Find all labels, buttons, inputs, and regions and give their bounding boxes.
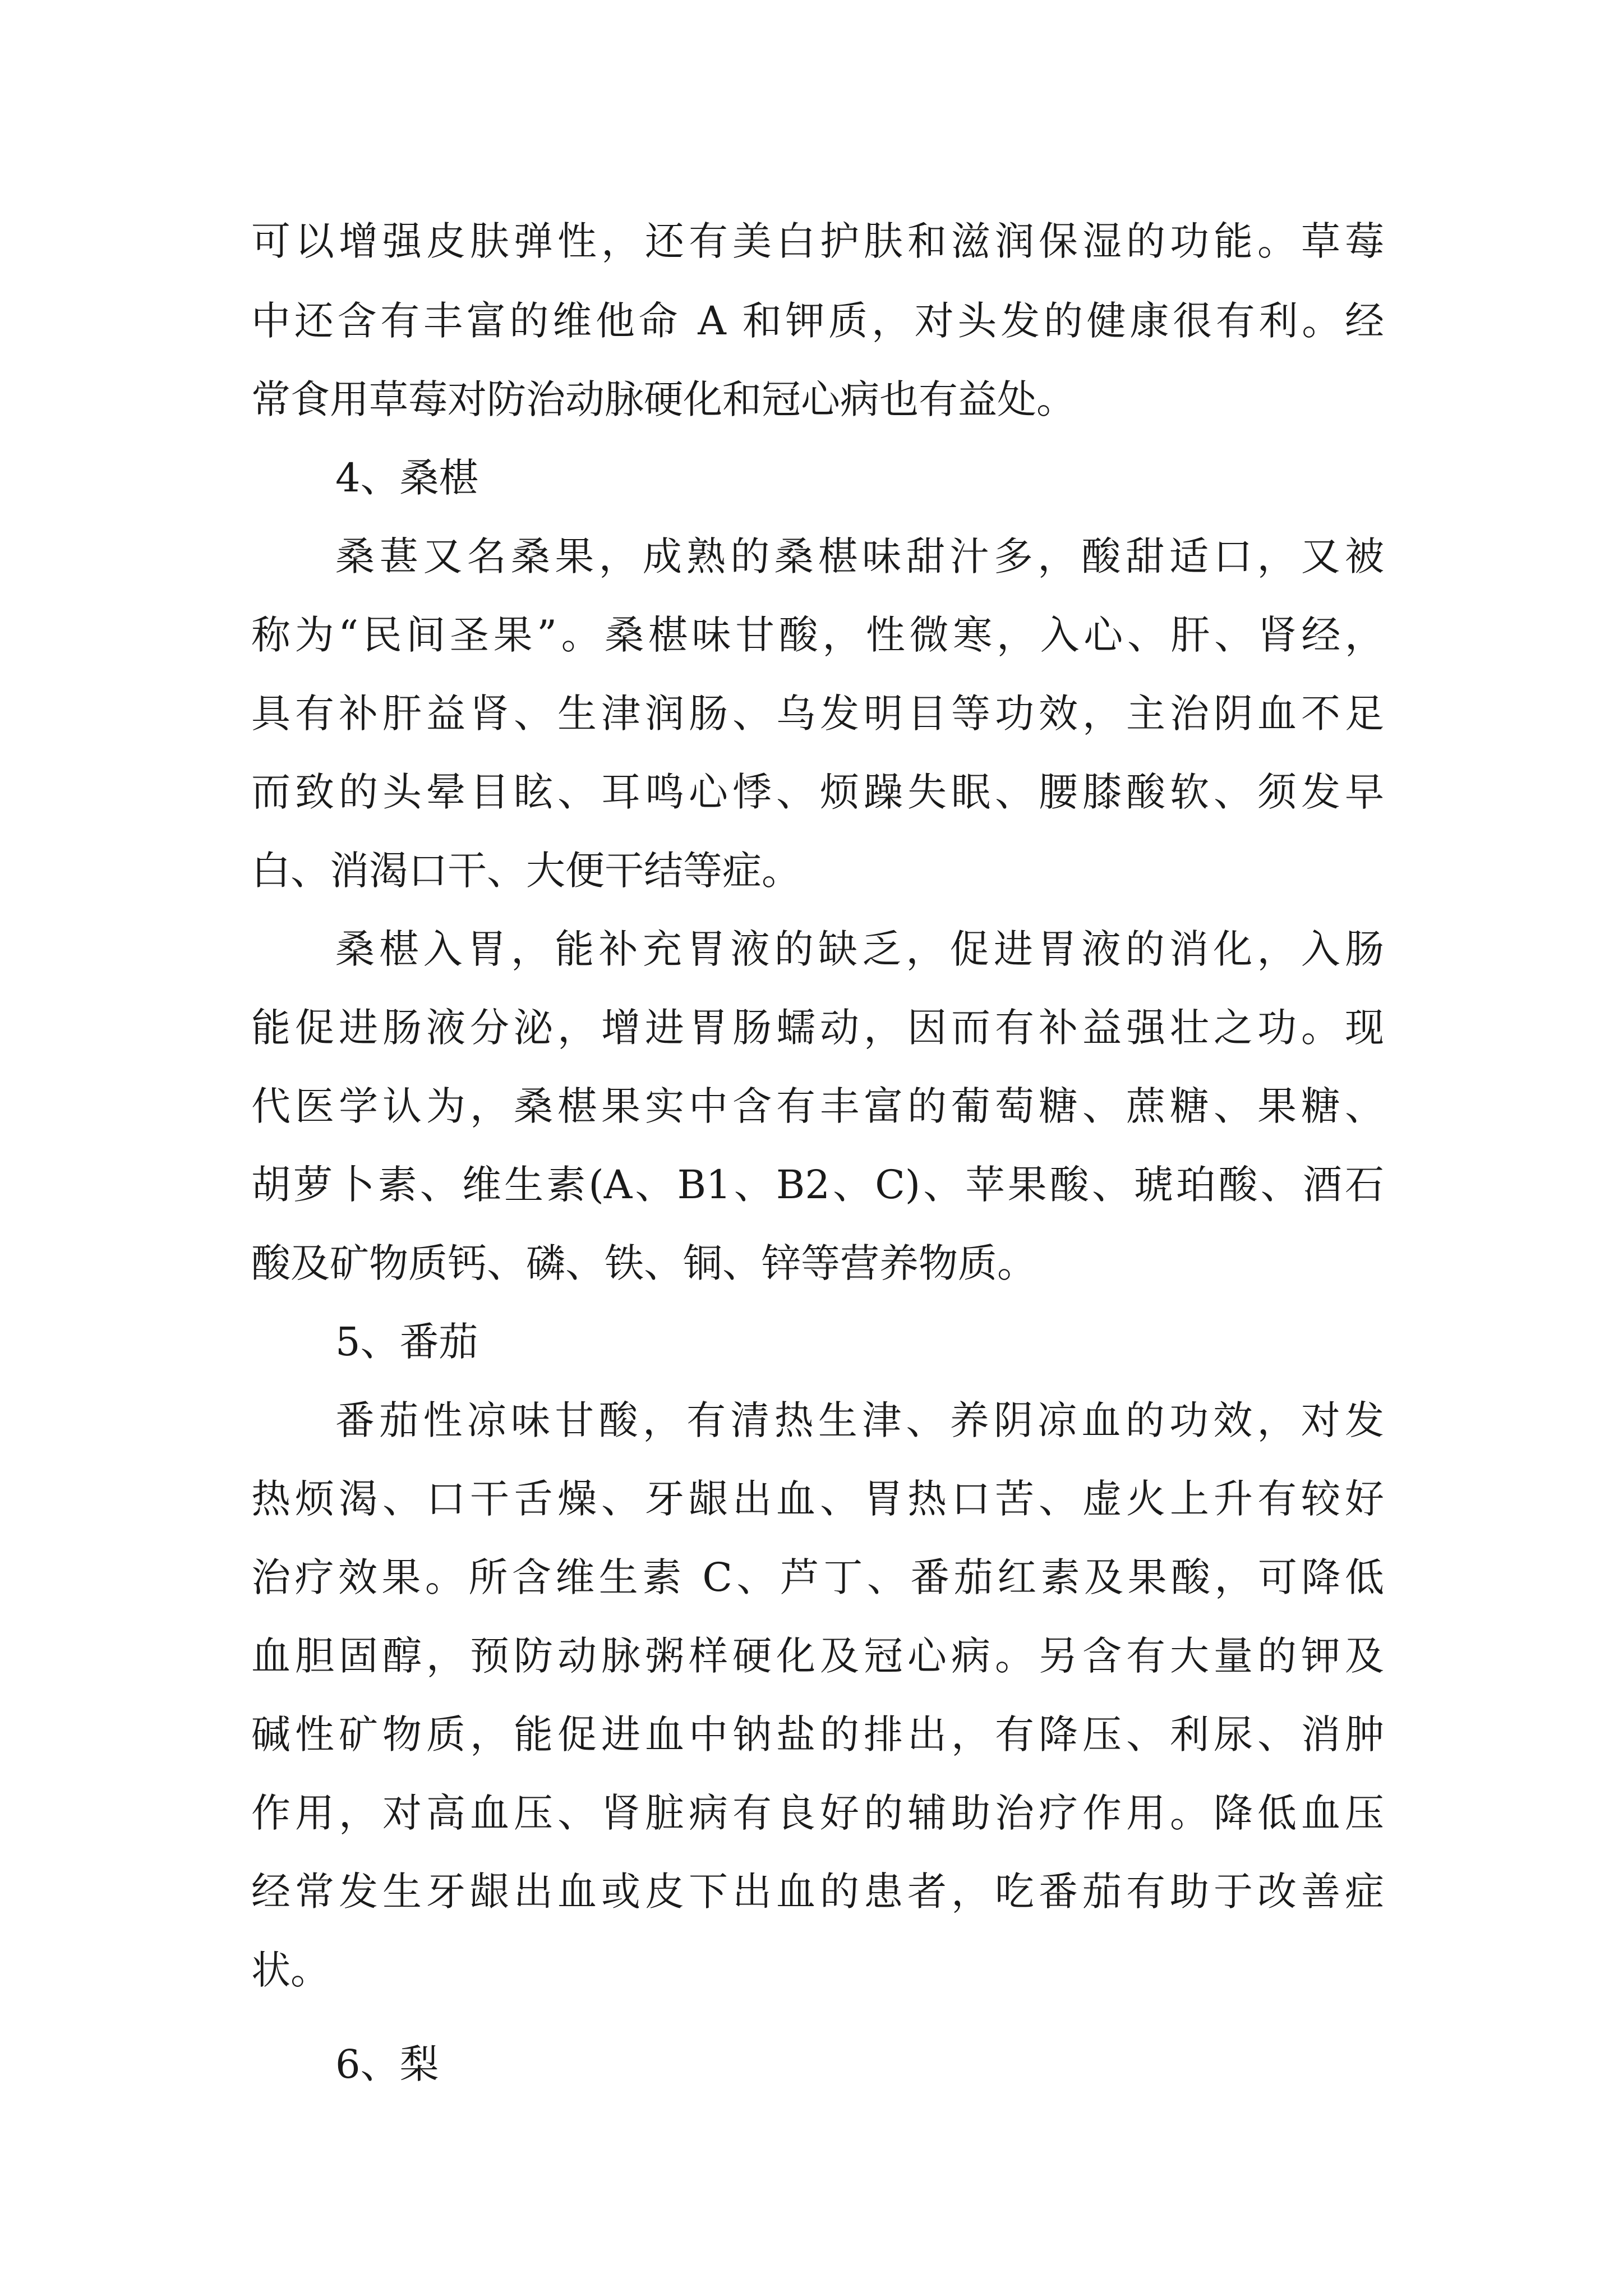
section-heading-4: 4、桑椹 <box>335 455 478 501</box>
body-line-22: 经常发生牙龈出血或皮下出血的患者，吃番茄有助于改善症 <box>251 1869 1384 1915</box>
body-line-18: 治疗效果。所含维生素 C、芦丁、番茄红素及果酸，可降低 <box>251 1554 1384 1600</box>
body-line-13: 胡萝卜素、维生素(A、B1、B2、C)、苹果酸、琥珀酸、酒石 <box>251 1162 1384 1208</box>
body-line-9: 白、消渴口干、大便干结等症。 <box>251 848 801 894</box>
body-line-3: 常食用草莓对防治动脉硬化和冠心病也有益处。 <box>251 376 1076 422</box>
body-line-21: 作用，对高血压、肾脏病有良好的辅助治疗作用。降低血压 <box>251 1790 1384 1836</box>
body-line-7: 具有补肝益肾、生津润肠、乌发明目等功效，主治阴血不足 <box>251 691 1384 737</box>
body-line-8: 而致的头晕目眩、耳鸣心悸、烦躁失眠、腰膝酸软、须发早 <box>251 769 1384 815</box>
section-heading-5: 5、番茄 <box>335 1319 478 1365</box>
body-line-14: 酸及矿物质钙、磷、铁、铜、锌等营养物质。 <box>251 1240 1036 1286</box>
body-line-12: 代医学认为，桑椹果实中含有丰富的葡萄糖、蔗糖、果糖、 <box>251 1083 1384 1129</box>
body-line-10: 桑椹入胃，能补充胃液的缺乏，促进胃液的消化，入肠 <box>335 926 1384 972</box>
body-line-1: 可以增强皮肤弹性，还有美白护肤和滋润保湿的功能。草莓 <box>251 218 1384 264</box>
section-heading-6: 6、梨 <box>335 2041 439 2087</box>
body-line-6: 称为“民间圣果”。桑椹味甘酸，性微寒，入心、肝、肾经， <box>251 612 1384 658</box>
body-line-17: 热烦渴、口干舌燥、牙龈出血、胃热口苦、虚火上升有较好 <box>251 1476 1384 1522</box>
body-line-11: 能促进肠液分泌，增进胃肠蠕动，因而有补益强壮之功。现 <box>251 1005 1384 1051</box>
body-line-2: 中还含有丰富的维他命 A 和钾质，对头发的健康很有利。经 <box>251 298 1384 344</box>
body-line-23: 状。 <box>251 1947 330 1993</box>
body-line-5: 桑葚又名桑果，成熟的桑椹味甜汁多，酸甜适口，又被 <box>335 533 1384 579</box>
body-line-20: 碱性矿物质，能促进血中钠盐的排出，有降压、利尿、消肿 <box>251 1711 1384 1757</box>
body-line-19: 血胆固醇，预防动脉粥样硬化及冠心病。另含有大量的钾及 <box>251 1633 1384 1679</box>
body-line-16: 番茄性凉味甘酸，有清热生津、养阴凉血的功效，对发 <box>335 1397 1384 1443</box>
